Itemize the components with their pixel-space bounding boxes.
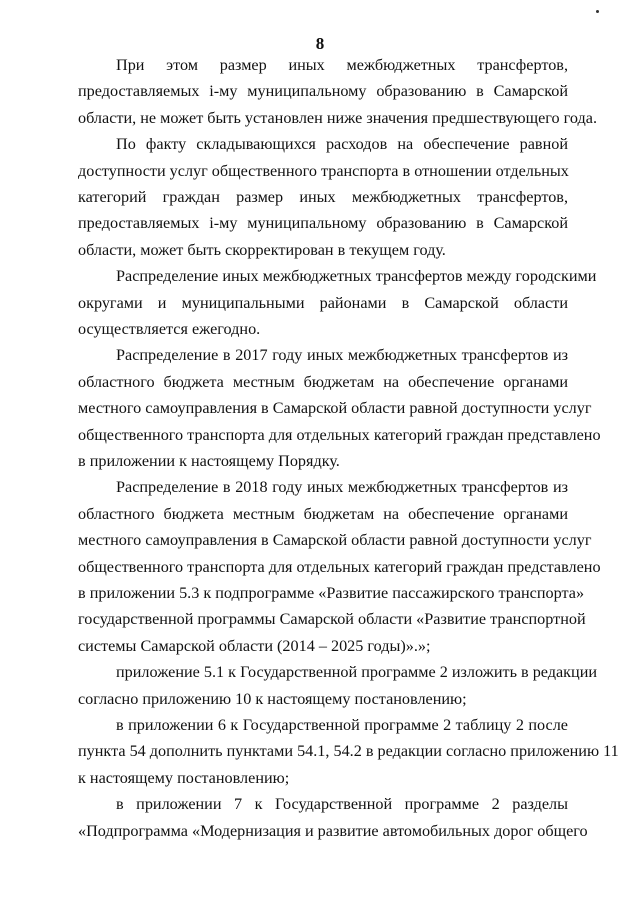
paragraph-4-line: областного бюджета местным бюджетам на обеспечение органами [78, 372, 568, 391]
paragraph-5-line: системы Самарской области (2014 – 2025 годы)».»; [78, 636, 431, 655]
paragraph-2-line: категорий граждан размер иных межбюджетных трансфертов, [78, 188, 568, 206]
paragraph-7-line: пункта 54 дополнить пунктами 54.1, 54.2 в редакции согласно приложению 11 [78, 742, 619, 761]
paragraph-6-line: приложение 5.1 к Государственной программе 2 изложить в редакции [116, 663, 598, 682]
paragraph-5-line: общественного транспорта для отдельных категорий граждан представлено [78, 557, 601, 576]
paragraph-2-line: предоставляемых i-му муниципальному образованию в Самарской [78, 214, 568, 233]
paragraph-8-line: «Подпрограмма «Модернизация и развитие автомобильных дорог общего [78, 821, 588, 840]
paragraph-4-line: Распределение в 2017 году иных межбюджетных трансфертов из [116, 346, 568, 365]
paragraph-5-line: Распределение в 2018 году иных межбюджетных трансфертов из [116, 478, 568, 497]
paragraph-1-line: области, не может быть установлен ниже значения предшествующего года. [78, 108, 597, 127]
paragraph-6-line: согласно приложению 10 к настоящему постановлению; [78, 689, 467, 708]
paragraph-4-line: местного самоуправления в Самарской области равной доступности услуг [78, 399, 592, 418]
paragraph-5-line: областного бюджета местным бюджетам на обеспечение органами [78, 504, 568, 523]
paragraph-4-line: в приложении к настоящему Порядку. [78, 452, 340, 470]
paragraph-8-line: в приложении 7 к Государственной программе 2 разделы [116, 795, 568, 814]
paragraph-3-line: Распределение иных межбюджетных трансфертов между городскими [116, 267, 597, 286]
paragraph-4-line: общественного транспорта для отдельных категорий граждан представлено [78, 425, 601, 444]
page-number: 8 [315, 34, 325, 53]
paragraph-2-line: доступности услуг общественного транспорта в отношении отдельных [78, 161, 569, 180]
paragraph-5-line: местного самоуправления в Самарской области равной доступности услуг [78, 531, 592, 550]
paragraph-7-line: к настоящему постановлению; [78, 768, 290, 787]
paragraph-7-line: в приложении 6 к Государственной программе 2 таблицу 2 после [116, 716, 568, 734]
paragraph-1-line: При этом размер иных межбюджетных трансфертов, [116, 56, 568, 74]
paragraph-5-line: в приложении 5.3 к подпрограмме «Развитие пассажирского транспорта» [78, 584, 585, 602]
paragraph-3-line: осуществляется ежегодно. [78, 320, 261, 338]
paragraph-2-line: области, может быть скорректирован в текущем году. [78, 240, 446, 259]
scan-speck [596, 10, 599, 13]
paragraph-2-line: По факту складывающихся расходов на обеспечение равной [116, 135, 568, 154]
paragraph-5-line: государственной программы Самарской области «Развитие транспортной [78, 610, 586, 629]
paragraph-3-line: округами и муниципальными районами в Самарской области [78, 293, 568, 312]
paragraph-1-line: предоставляемых i-му муниципальному образованию в Самарской [78, 82, 568, 101]
